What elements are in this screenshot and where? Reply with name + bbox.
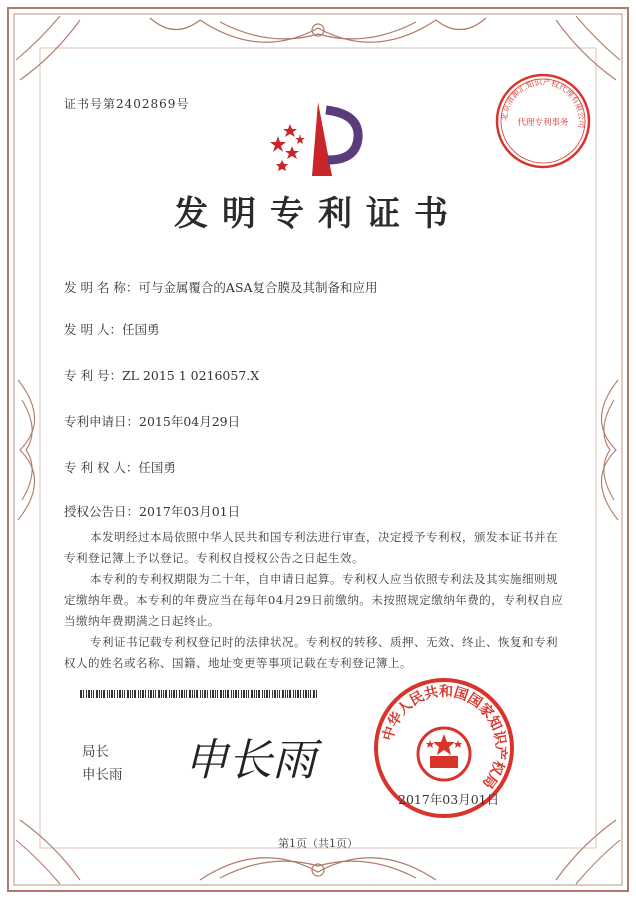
agency-stamp [494, 72, 592, 170]
field-inventor: 发 明 人：任国勇 [64, 322, 160, 337]
certificate-number: 证书号第2402869号 [64, 97, 190, 111]
agency-stamp-inner: 代理专利事务 [517, 118, 569, 128]
seal-date: 2017年03月01日 [398, 792, 500, 807]
national-emblem-icon [418, 728, 470, 780]
page-title: 发明专利证书 [174, 194, 462, 234]
paragraph-grant: 本发明经过本局依照中华人民共和国专利法进行审查，决定授予专利权，颁发本证书并在专利登记簿上予以登记。专利权自授权公告之日起生效。 [64, 530, 558, 565]
field-application-date: 专利申请日：2015年04月29日 [64, 414, 241, 429]
page-number: 第1页（共1页） [278, 837, 358, 850]
paragraph-legal-status: 专利证书记载专利权登记时的法律状况。专利权的转移、质押、无效、终止、恢复和专利权人的姓名或名称、国籍、地址变更等事项记载在专利登记簿上。 [64, 635, 558, 670]
field-grant-date: 授权公告日：2017年03月01日 [64, 504, 241, 519]
national-seal-text: 中华人民共和国国家知识产权局 [380, 683, 509, 792]
field-invention-name: 发 明 名 称：可与金属覆合的ASA复合膜及其制备和应用 [64, 280, 378, 295]
agency-stamp-text: 北京清源汇知识产权代理有限公司 [499, 77, 587, 129]
field-patent-number: 专 利 号：ZL 2015 1 0216057.X [64, 368, 260, 383]
barcode [80, 690, 320, 698]
director-name: 申长雨 [82, 767, 123, 783]
field-patentee: 专 利 权 人：任国勇 [64, 460, 176, 475]
paragraph-term: 本专利的专利权期限为二十年，自申请日起算。专利权人应当依照专利法及其实施细则规定缴纳年费。本专利的年费应当在每年04月29日前缴纳。未按照规定缴纳年费的，专利权自应当缴纳年费期满之日起终止。 [64, 572, 564, 628]
patent-office-logo [268, 98, 368, 178]
director-signature [180, 727, 330, 787]
svg-text:申长雨: 申长雨 [184, 735, 316, 786]
director-title: 局长 [82, 744, 109, 760]
